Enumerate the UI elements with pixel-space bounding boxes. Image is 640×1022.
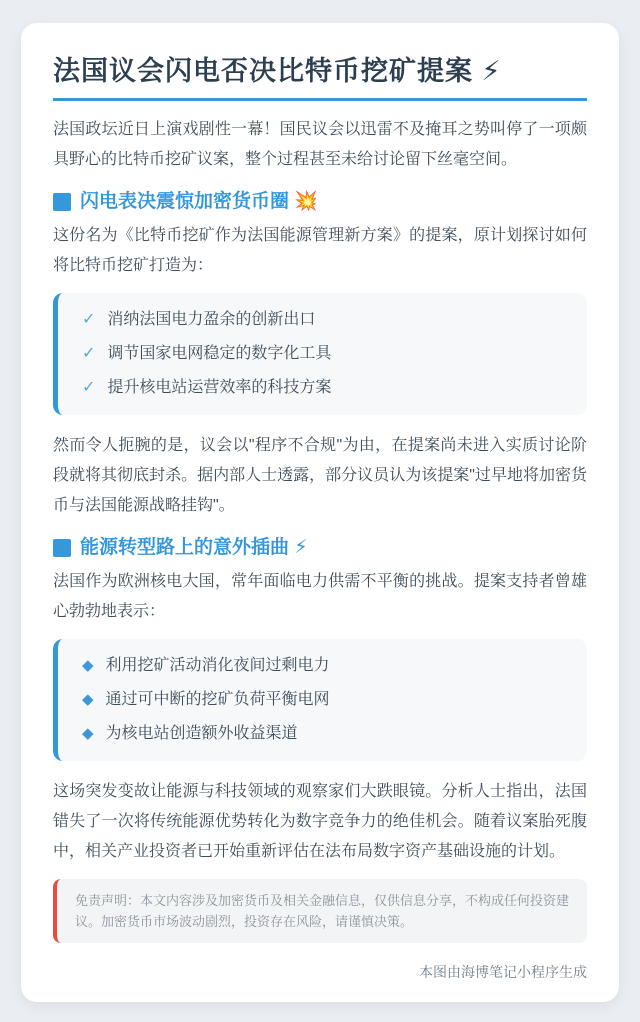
intro-paragraph: 法国政坛近日上演戏剧性一幕！国民议会以迅雷不及掩耳之势叫停了一项颇具野心的比特币挖矿议案，整个过程甚至未给讨论留下丝毫空间。 [53,121,587,168]
check-icon: ✓ [82,345,96,362]
diamond-icon: ◆ [82,657,94,674]
list-item [82,343,563,365]
list-item-text: 利用挖矿活动消化夜间过剩电力 [105,657,330,674]
footer-credit: 本图由海博笔记小程序生成 [419,964,587,980]
disclaimer-box: 免责声明：本文内容涉及加密货币及相关金融信息，仅供信息分享，不构成任何投资建议。加密货币市场波动剧烈，投资存在风险，请谨慎决策。 [53,879,587,943]
diamond-icon: ◆ [82,691,94,708]
blue-square-icon [53,539,71,557]
article-card [21,23,619,1002]
list-item-text: 通过可中断的挖矿负荷平衡电网 [105,691,330,708]
section-heading-1-label: 闪电表决震惊加密货币圈 💥 [80,191,318,212]
highlight-box-goals [53,293,587,415]
blue-square-icon [53,193,71,211]
section-1-paragraph-1: 这份名为《比特币挖矿作为法国能源管理新方案》的提案，原计划探讨如何将比特币挖矿打造为： [53,227,587,274]
list-item-text: 消纳法国电力盈余的创新出口 [107,311,316,328]
section-heading-2-label: 能源转型路上的意外插曲 ⚡ [80,537,308,558]
section-heading-1 [53,191,587,213]
list-item [82,689,563,711]
section-heading-2 [53,537,587,559]
highlight-box-benefits [53,639,587,761]
diamond-icon: ◆ [82,725,94,742]
section-2-paragraph-2: 这场突发变故让能源与科技领域的观察家们大跌眼镜。分析人士指出，法国错失了一次将传统能源优势转化为数字竞争力的绝佳机会。随着议案胎死腹中，相关产业投资者已开始重新评估在法布局数字资产基础设施的计划。 [53,783,587,860]
section-1-paragraph-2: 然而令人扼腕的是，议会以"程序不合规"为由，在提案尚未进入实质讨论阶段就将其彻底封杀。据内部人士透露，部分议员认为该提案"过早地将加密货币与法国能源战略挂钩"。 [53,437,587,514]
list-item [82,723,563,745]
section-2-paragraph-1: 法国作为欧洲核电大国，常年面临电力供需不平衡的挑战。提案支持者曾雄心勃勃地表示： [53,573,587,620]
list-item [82,377,563,399]
list-item [82,309,563,331]
list-item-text: 调节国家电网稳定的数字化工具 [107,345,332,362]
list-item [82,655,563,677]
check-icon: ✓ [82,379,96,396]
check-icon: ✓ [82,311,96,328]
list-item-text: 为核电站创造额外收益渠道 [105,725,298,742]
list-item-text: 提升核电站运营效率的科技方案 [107,379,332,396]
page-title: 法国议会闪电否决比特币挖矿提案 ⚡ [53,56,587,101]
